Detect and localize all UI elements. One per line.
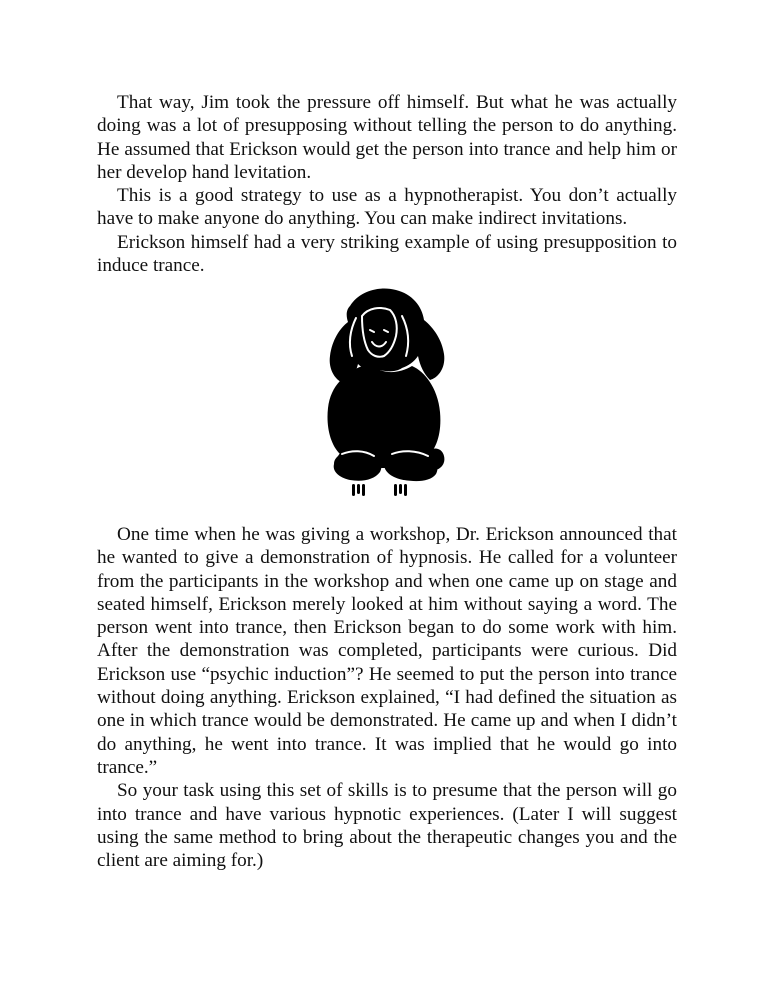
paragraph: This is a good strategy to use as a hypnotherapist. You don’t actually have to make anyone do anything. You can make indirect invitations. bbox=[97, 185, 677, 230]
poodle-silhouette-icon bbox=[322, 286, 448, 502]
paragraph: So your task using this set of skills is to presume that the person will go into trance and have various hypnotic experiences. (Later I will suggest using the same method to bring about the therapeutic changes you and the client are aiming for.) bbox=[97, 780, 677, 872]
text-block-top bbox=[97, 91, 677, 277]
paragraph: One time when he was giving a workshop, Dr. Erickson announced that he wanted to give a demonstration of hypnosis. He called for a volunteer from the participants in the workshop and when one came up on stage and seated himself, Erickson merely looked at him without saying a word. The person went into trance, then Erickson began to do some work with him. After the demonstration was completed, participants were curious. Did Erickson use “psychic induction”? He seemed to put the person into trance without doing anything. Erickson explained, “I had defined the situation as one in which trance would be demonstrated. He came up and when I didn’t do anything, he went into trance. It was implied that he would go into trance.” bbox=[97, 524, 677, 778]
text-block-bottom bbox=[97, 523, 677, 872]
paragraph: That way, Jim took the pressure off himself. But what he was actually doing was a lot of presupposing without telling the person to do anything. He assumed that Erickson would get the person into trance and help him or her develop hand levitation. bbox=[97, 92, 677, 183]
paragraph: Erickson himself had a very striking example of using presupposition to induce trance. bbox=[97, 231, 677, 277]
